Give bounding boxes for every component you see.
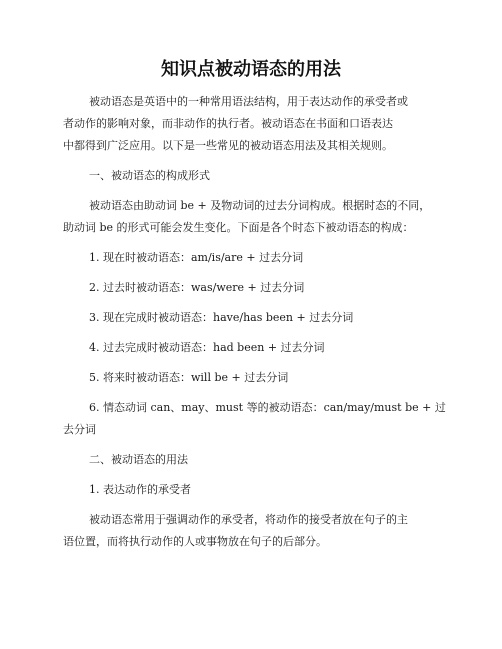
intro-line-1: 被动语态是英语中的一种常用语法结构，用于表达动作的承受者或: [89, 95, 408, 108]
section2-heading: 二、被动语态的用法: [89, 453, 188, 466]
list-item-2: 2. 过去时被动语态：was/were + 过去分词: [89, 281, 305, 294]
section1-heading: 一、被动语态的构成形式: [89, 169, 210, 182]
document-title: 知识点被动语态的用法: [161, 59, 341, 80]
intro-line-3: 中都得到广泛应用。以下是一些常见的被动语态用法及其相关规则。: [63, 139, 393, 152]
section1-para-line-2: 助动词 be 的形式可能会发生变化。下面是各个时态下被动语态的构成：: [63, 221, 414, 234]
section2-para-line-1: 被动语态常用于强调动作的承受者，将动作的接受者放在句子的主: [89, 513, 408, 526]
list-item-4: 4. 过去完成时被动语态：had been + 过去分词: [89, 341, 325, 354]
list-item-6-line-1: 6. 情态动词 can、may、must 等的被动语态：can/may/must be + 过: [89, 401, 446, 414]
section2-para-line-2: 语位置，而将执行动作的人或事物放在句子的后部分。: [63, 535, 327, 548]
list-item-1: 1. 现在时被动语态：am/is/are + 过去分词: [89, 251, 304, 264]
intro-line-2: 者动作的影响对象，而非动作的执行者。被动语态在书面和口语表达: [63, 117, 393, 130]
list-item-5: 5. 将来时被动语态：will be + 过去分词: [89, 371, 289, 384]
section2-subheading-1: 1. 表达动作的承受者: [89, 483, 191, 496]
list-item-6-line-2: 去分词: [63, 423, 96, 436]
list-item-3: 3. 现在完成时被动语态：have/has been + 过去分词: [89, 311, 354, 324]
section1-para-line-1: 被动语态由助动词 be + 及物动词的过去分词构成。根据时态的不同，: [89, 199, 431, 212]
